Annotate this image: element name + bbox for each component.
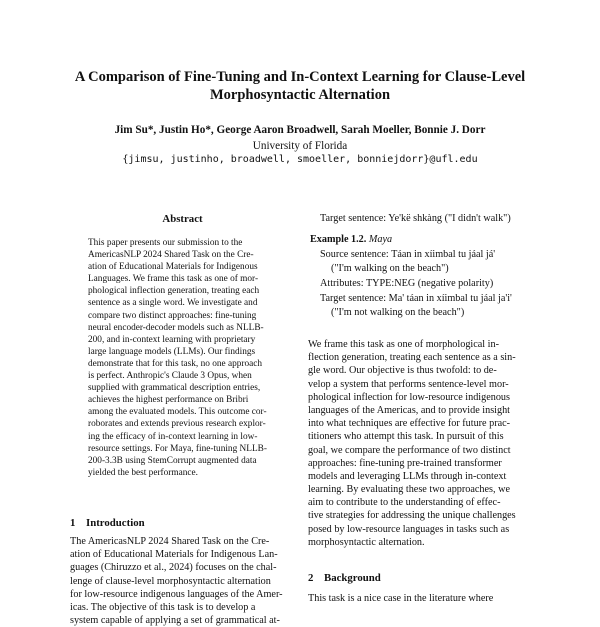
prev-target-sentence: Target sentence: Ye'kë shkàng ("I didn't walk"): [320, 213, 511, 224]
body-line: approaches: fine-tuning pre-trained transformer: [308, 457, 502, 469]
body-line: into what techniques are effective for future prac-: [308, 418, 511, 430]
abstract-line: demonstrate that for this task, no one approach: [88, 358, 263, 369]
abstract-line: supplied with grammatical description entries,: [88, 383, 261, 394]
abstract-line: is perfect. Anthropic's Claude 3 Opus, when: [88, 371, 252, 382]
body-line: goal, we compare the performance of two distinct: [308, 444, 511, 456]
abstract-line: resource settings. For Maya, fine-tuning NLLB-: [88, 443, 267, 454]
intro-line: system capable of applying a set of grammatical at-: [70, 615, 280, 627]
background-partial-line: This task is a nice case in the literature where: [308, 593, 494, 604]
background-heading: [308, 571, 381, 585]
abstract-line: 200-3.3B using StemCorrupt augmented data: [88, 455, 257, 466]
abstract-line: among the evaluated models. This outcome cor-: [88, 407, 267, 418]
example-label: Example 1.2.: [310, 234, 367, 245]
intro-line: The AmericasNLP 2024 Shared Task on the Cre-: [70, 536, 270, 547]
abstract-line: neural encoder-decoder models such as NLLB-: [88, 322, 264, 333]
body-line: morphosyntactic alternation.: [308, 536, 425, 548]
abstract-line: phological inflection generation, treating each: [88, 286, 260, 297]
body-line: flection generation, treating each sentence as a sin-: [308, 352, 516, 364]
abstract-line: Languages. We frame this task as one of mor-: [88, 274, 259, 285]
body-line: languages of the Americas, and to provide insight: [308, 404, 511, 416]
abstract-line: compare two distinct approaches: fine-tuning: [88, 310, 257, 321]
abstract-line: 200, and in-context learning with proprietary: [88, 334, 256, 345]
body-line: learning. By evaluating these two approaches, we: [308, 484, 510, 496]
body-line: We frame this task as one of morphological in-: [308, 339, 499, 350]
intro-line: for low-resource indigenous languages of the Amer-: [70, 588, 283, 600]
body-line: aim to contribute to the understanding of effec-: [308, 497, 501, 509]
body-line: velop a system that performs sentence-level mor-: [308, 378, 509, 390]
title-line-2: Morphosyntactic Alternation: [209, 87, 391, 103]
abstract-line: This paper presents our submission to the: [88, 238, 243, 248]
abstract-line: achieves the highest performance on Bribri: [88, 395, 249, 406]
intro-line: ation of Educational Materials for Indigenous Lan-: [70, 549, 278, 561]
target-gloss: ("I'm not walking on the beach"): [331, 307, 465, 318]
abstract-body: [88, 237, 278, 479]
abstract-line: roborates and extends previous research explor-: [88, 419, 266, 430]
title-line-1: A Comparison of Fine-Tuning and In-Context Learning for Clause-Level: [74, 69, 526, 85]
example-language: Maya: [368, 234, 393, 245]
body-line: gle word. Our objective is thus twofold: to de-: [308, 365, 497, 377]
source-gloss: ("I'm walking on the beach"): [331, 263, 449, 274]
body-line: tive strategies for addressing the unique challenges: [308, 510, 516, 522]
target-sentence: Target sentence: Ma' táan in xíimbal tu jáal ja'i': [320, 293, 512, 304]
body-line: posed by low-resource languages in tasks such as: [308, 523, 510, 535]
body-line: titioners who attempt this task. In pursuit of this: [308, 431, 504, 443]
abstract-line: ing the efficacy of in-context learning in low-: [88, 431, 258, 442]
example-heading: [310, 233, 392, 246]
body-line: models and leveraging LLMs through in-context: [308, 470, 507, 482]
affiliation: University of Florida: [252, 140, 348, 152]
background-section-title: Background: [324, 572, 381, 584]
abstract-line: ation of Educational Materials for Indigenous: [88, 262, 258, 273]
abstract-heading: Abstract: [162, 213, 203, 225]
background-section-number: 2: [308, 572, 314, 584]
intro-heading: [70, 516, 145, 530]
author-emails: {jimsu, justinho, broadwell, smoeller, bonniejdorr}@ufl.edu: [122, 154, 478, 165]
intro-line: guages (Chiruzzo et al., 2024) focuses on the chal-: [70, 562, 277, 574]
intro-body: [70, 535, 298, 627]
intro-section-title: Introduction: [86, 517, 145, 529]
intro-line: icas. The objective of this task is to develop a: [70, 601, 256, 613]
abstract-line: large language models (LLMs). Our findings: [88, 346, 256, 357]
source-sentence: Source sentence: Táan in xíimbal tu jáal já': [320, 249, 496, 260]
abstract-line: yielded the best performance.: [88, 467, 198, 478]
intro-section-number: 1: [70, 517, 76, 529]
author-list: Jim Su*, Justin Ho*, George Aaron Broadwell, Sarah Moeller, Bonnie J. Dorr: [114, 124, 486, 136]
abstract-line: AmericasNLP 2024 Shared Task on the Cre-: [88, 250, 254, 261]
paper-title: [60, 68, 540, 104]
attributes-line: Attributes: TYPE:NEG (negative polarity): [320, 278, 494, 289]
abstract-line: sentence as a single word. We investigate and: [88, 298, 258, 309]
body-line: phological inflection for low-resource indigenous: [308, 391, 510, 403]
intro-line: lenge of clause-level morphosyntactic alternation: [70, 575, 271, 587]
intro-continued-body: [308, 338, 538, 549]
